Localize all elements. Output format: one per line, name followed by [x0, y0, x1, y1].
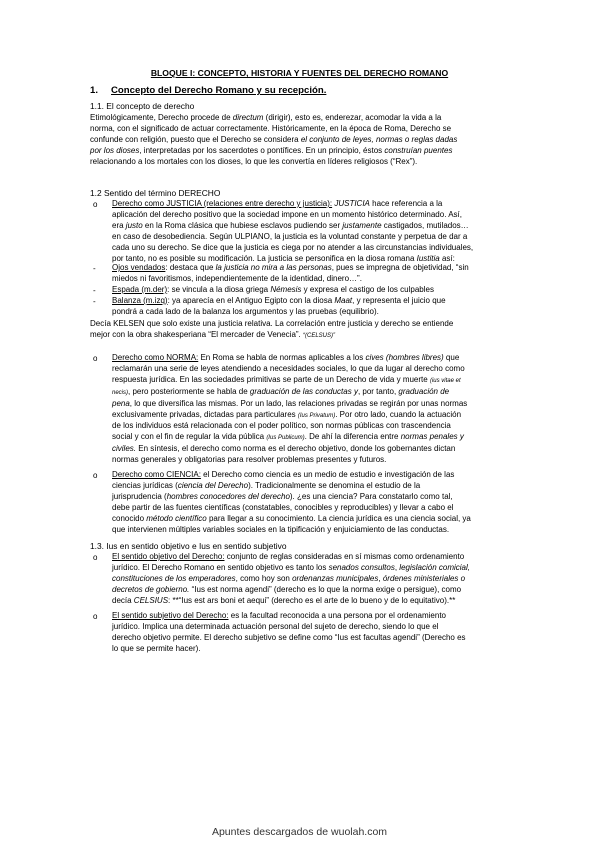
text-run: . Por otro lado, cuando la actuación [335, 409, 462, 419]
text-run: justamente [342, 220, 382, 230]
paragraph-subjetivo [112, 611, 518, 655]
text-line [112, 444, 518, 455]
text-run: que intervienen múltiples variables sociales en la tipificación y enjuiciamiento de las conductas. [112, 524, 450, 534]
text-run: ciencias jurídicas ( [112, 480, 178, 490]
text-run: cives (hombres libres) [365, 353, 444, 362]
text-line [112, 364, 518, 375]
text-line [112, 263, 518, 274]
text-run: miedos ni favoritismos, independientemente de la identidad, dinero…”. [112, 273, 362, 283]
text-run: graduación de [398, 386, 450, 396]
text-run: era [112, 220, 126, 230]
text-run: hace referencia a la [369, 199, 443, 208]
text-run: El sentido subjetivo del Derecho: [112, 611, 229, 620]
section-title: Concepto del Derecho Romano y su recepción. [111, 85, 327, 96]
text-run: normas generales y obligatorias para resolver problemas presentes y futuros. [112, 455, 387, 465]
text-run: constituciones de los emperadores [112, 573, 236, 583]
text-run: pena [112, 398, 130, 408]
text-run: ). ¿es una ciencia? Para constatarlo como tal, [289, 491, 453, 501]
text-run: ciencia del Derecho [177, 480, 249, 490]
text-line [90, 113, 518, 124]
paragraph-concepto [90, 113, 518, 168]
text-run: confunde con religión, puesto que el Derecho se considera [90, 134, 301, 144]
text-run: : **“Ius est ars boni et aequi” (derecho es el arte de lo bueno y de lo equitativo).** [168, 595, 456, 605]
section-number: 1. [90, 85, 99, 96]
text-run: , por tanto, [357, 386, 399, 396]
text-run: órdenes ministeriales o [382, 573, 466, 583]
text-run: civiles. [112, 444, 137, 454]
text-run: justo [125, 220, 143, 230]
text-run: (ius vitae et [429, 377, 461, 384]
bullet-marker: o [93, 354, 98, 363]
dash-item-espada [112, 285, 518, 296]
text-run: cada uno su derecho. Se dice que la justicia es ciega por no atender a las circunstancias individuales, [112, 242, 474, 252]
text-run: necis) [112, 389, 129, 396]
text-line [112, 410, 518, 422]
bullet-marker: o [93, 200, 98, 209]
text-run: en caso de desobediencia. Según ULPIANO, la justicia es la voluntad constante y perpetua de dar a [112, 231, 468, 241]
text-line [112, 633, 518, 644]
bullet-marker: o [93, 471, 98, 480]
text-run: Etimológicamente, Derecho procede de [90, 113, 233, 122]
text-run: que [443, 353, 460, 362]
text-line [90, 157, 518, 168]
text-run: el Derecho como ciencia es un medio de estudio e investigación de las [200, 470, 455, 479]
text-run: , interpretadas por los sacerdotes o pontífices. En un principio, éstos [139, 145, 385, 155]
text-run: (Ius Privatum) [297, 412, 336, 419]
text-run: y expresa el castigo de los culpables [301, 285, 434, 294]
text-run: ordenanzas municipales [292, 573, 379, 583]
dash-marker: - [93, 286, 96, 295]
text-run: Derecho como NORMA: [112, 353, 199, 362]
text-run: Derecho como JUSTICIA (relaciones entre derecho y justicia): [112, 199, 333, 208]
text-run: conjunto de reglas consideradas en sí mismas como ordenamiento [224, 552, 465, 561]
text-run: directum [232, 113, 264, 122]
text-run: graduación de las conductas y [249, 386, 358, 396]
text-run: jurídico. El Derecho Romano en sentido objetivo es tanto los [112, 562, 329, 572]
text-line [112, 221, 518, 232]
text-run: Derecho como CIENCIA: [112, 470, 201, 479]
paragraph-objetivo [112, 552, 518, 607]
text-run: debe partir de las fuentes científicas (constatables, conocibles y reproducibles) y llevar a cabo el [112, 502, 454, 512]
text-line [112, 470, 518, 481]
text-run: : destaca que [165, 263, 216, 272]
paragraph-ciencia [112, 470, 518, 535]
text-run: CELSIUS [133, 595, 169, 605]
text-run: jurisprudencia ( [112, 491, 167, 501]
text-run: relacionando a los mortales con los dioses, lo que les convertía en líderes religiosos (“Rex”). [90, 156, 418, 166]
text-run: . De ahí la diferencia entre [304, 432, 401, 442]
text-line [112, 574, 518, 585]
paragraph-kelsen [90, 319, 518, 342]
text-line [112, 503, 518, 514]
text-line [112, 492, 518, 503]
text-run: , [394, 562, 400, 572]
text-run: la justicia no mira a las personas [215, 263, 332, 272]
text-run: , pues se impregna de objetividad, “sin [331, 263, 469, 272]
text-run: normas penales y [400, 432, 464, 442]
text-line [112, 243, 518, 254]
text-run: derecho objetivo permite. El derecho subjetivo se define como “Ius est facultas agendi” (Derecho es [112, 632, 466, 642]
text-line [112, 481, 518, 492]
text-line [112, 285, 518, 296]
text-line [90, 135, 518, 146]
text-run: Decía KELSEN que solo existe una justicia relativa. La correlación entre justicia y derecho se entiende [90, 319, 454, 328]
text-line [90, 146, 518, 157]
text-run: , como hoy son [235, 573, 293, 583]
text-line [112, 274, 518, 285]
section-heading-1 [90, 85, 326, 96]
text-run: (Ius Publicum) [266, 435, 305, 442]
text-run: En síntesis, el derecho como norma es el derecho objetivo, donde los gobernantes dictan [136, 444, 456, 454]
text-run: (dirigir), esto es, enderezar, acomodar la vida a la [263, 113, 442, 122]
text-run: Iustitia [416, 253, 440, 263]
text-line [112, 387, 518, 399]
text-run: método científico [146, 513, 207, 523]
text-run: , pero posteriormente se habla de [128, 386, 250, 396]
text-run: en la Roma clásica que hubiese esclavos pudiendo ser [142, 220, 343, 230]
text-line [112, 563, 518, 574]
text-run: respuesta jurídica. En las sociedades primitivas se parte de un Derecho de vida y muerte [112, 374, 430, 384]
text-run: norma, con el significado de actuar correctamente. Históricamente, en la época de Roma, Derecho se [90, 123, 452, 133]
text-run: legislación comicial, [399, 562, 470, 572]
text-line [90, 330, 518, 342]
document-title: BLOQUE I: CONCEPTO, HISTORIA Y FUENTES DEL DERECHO ROMANO [150, 68, 449, 78]
subsection-heading-1-2: 1.2 Sentido del término DERECHO [90, 188, 221, 198]
text-line [90, 319, 518, 330]
text-line [112, 296, 518, 307]
dash-item-balanza [112, 296, 518, 318]
text-run: senados consultos [328, 562, 395, 572]
text-run: exclusivamente privadas, dictadas para particulares [112, 409, 298, 419]
text-run: “(CELSUS)” [303, 332, 336, 339]
text-run: jurídico. Implica una determinada actuación personal del sujeto de derecho, siendo lo que el [112, 621, 439, 631]
text-line [112, 199, 518, 210]
text-run: : se vincula a la diosa griega [167, 285, 271, 294]
text-run: es la facultad reconocida a una persona por el ordenamiento [228, 611, 446, 620]
text-run: Balanza (m.izq) [112, 296, 168, 305]
footer-credit: Apuntes descargados de wuolah.com [211, 826, 388, 838]
dash-marker: - [93, 297, 96, 306]
text-line [112, 644, 518, 655]
bullet-marker: o [93, 553, 98, 562]
text-run: ). Tradicionalmente se denomina el estudio de la [248, 480, 421, 490]
text-line [112, 514, 518, 525]
text-run: , lo que diversifica las mismas. Por un lado, las relaciones privadas se regirán por unas normas [129, 398, 468, 408]
text-line [112, 375, 518, 387]
text-run: , [378, 573, 383, 583]
text-line [112, 353, 518, 364]
text-run: “Ius est norma agendi” (derecho es lo que la norma exige o persigue), como [189, 584, 462, 594]
text-line [112, 622, 518, 633]
text-line [112, 611, 518, 622]
text-line [112, 432, 518, 444]
text-run: hombres conocedores del derecho [166, 491, 290, 501]
text-run: castigados, mutilados… [381, 220, 469, 230]
text-line [90, 124, 518, 135]
text-run: decretos de gobierno. [112, 584, 190, 594]
text-run: social y con el fin de regular la vida pública [112, 432, 267, 442]
dash-marker: - [93, 264, 96, 273]
text-run: En Roma se habla de normas aplicables a los [198, 353, 366, 362]
paragraph-norma [112, 353, 518, 466]
text-run: , y representa el juicio que [352, 296, 446, 305]
text-line [112, 525, 518, 536]
text-run: por tanto, no es posible su modificación. La justicia se personifica en la diosa romana [112, 253, 417, 263]
text-line [112, 596, 518, 607]
text-run: Ojos vendados [112, 263, 166, 272]
text-line [112, 455, 518, 466]
text-run: lo que se permite hacer). [112, 643, 201, 653]
text-line [112, 399, 518, 410]
bullet-marker: o [93, 612, 98, 621]
subsection-heading-1-3: 1.3. Ius en sentido objetivo e Ius en sentido subjetivo [90, 541, 287, 551]
text-line [112, 585, 518, 596]
text-run: de los individuos está relacionada con el poder político, son normas públicas con trascendencia [112, 421, 451, 431]
text-run: para llegar a su conocimiento. La ciencia jurídica es una ciencia social, ya [206, 513, 471, 523]
text-run: : ya aparecía en el Antiguo Egipto con la diosa [167, 296, 335, 305]
text-run: mejor con la obra shakesperiana “El mercader de Venecia”. [90, 329, 303, 339]
text-run: así: [439, 253, 455, 263]
subsection-heading-1-1: 1.1. El concepto de derecho [90, 101, 195, 111]
text-run: conocido [112, 513, 147, 523]
text-run: pondrá a cada lado de la balanza los argumentos y las pruebas (equilibrio). [112, 306, 379, 316]
dash-item-ojos [112, 263, 518, 285]
text-run: Espada (m.der) [112, 285, 168, 294]
paragraph-justicia [112, 199, 518, 264]
text-run: construían puentes [384, 145, 453, 155]
text-run: El sentido objetivo del Derecho: [112, 552, 225, 561]
text-run: reclamarán una serie de leyes atendiendo a necesidades sociales, lo que da lugar al derecho como [112, 363, 465, 373]
text-line [112, 552, 518, 563]
text-line [112, 421, 518, 432]
text-run: aplicación del derecho positivo que la sociedad impone en un momento histórico determinado. Así, [112, 209, 462, 219]
text-run: Némesis [270, 285, 302, 294]
text-line [112, 210, 518, 221]
text-run: decía [112, 595, 134, 605]
text-line [112, 307, 518, 318]
text-line [112, 232, 518, 243]
text-run: JUSTICIA [334, 199, 370, 208]
text-run: el conjunto de leyes, normas o reglas dadas [300, 134, 458, 144]
text-run: por los dioses [90, 145, 140, 155]
text-run: Maat [334, 296, 353, 305]
